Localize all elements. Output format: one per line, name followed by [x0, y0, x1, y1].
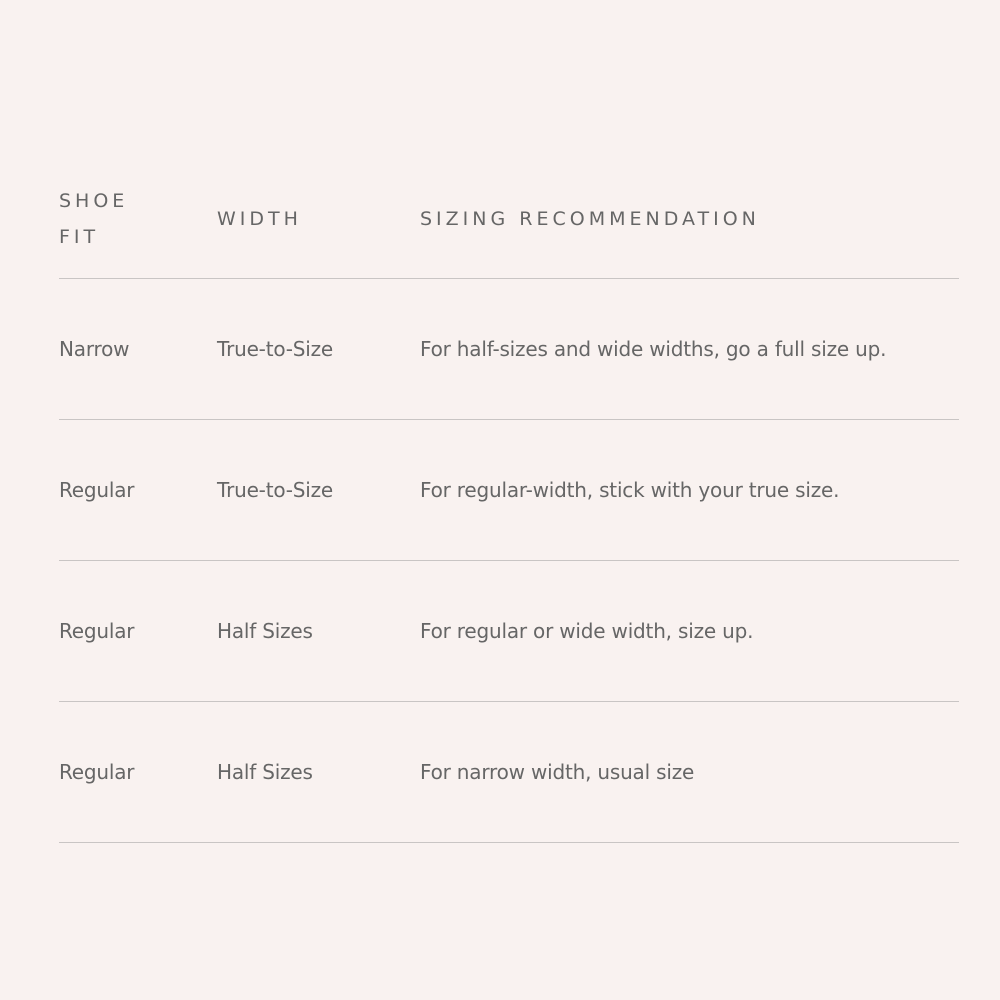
table-row — [59, 702, 959, 843]
header-sizing-recommendation: SIZING RECOMMENDATION — [420, 208, 760, 230]
table-row — [59, 561, 959, 702]
cell-shoe-fit: Regular — [59, 760, 135, 784]
table-header-row — [59, 160, 959, 279]
table-row — [59, 420, 959, 561]
cell-width: True-to-Size — [217, 478, 334, 502]
table-row — [59, 279, 959, 420]
cell-width: True-to-Size — [217, 337, 334, 361]
cell-shoe-fit: Narrow — [59, 337, 130, 361]
cell-width: Half Sizes — [217, 619, 313, 643]
header-shoe-fit: SHOE FIT — [59, 190, 129, 248]
header-width: WIDTH — [217, 208, 302, 230]
cell-recommendation: For half-sizes and wide widths, go a full size up. — [420, 337, 887, 361]
cell-recommendation: For narrow width, usual size — [420, 760, 695, 784]
cell-recommendation: For regular or wide width, size up. — [420, 619, 754, 643]
cell-shoe-fit: Regular — [59, 478, 135, 502]
cell-shoe-fit: Regular — [59, 619, 135, 643]
cell-recommendation: For regular-width, stick with your true size. — [420, 478, 840, 502]
cell-width: Half Sizes — [217, 760, 313, 784]
sizing-table — [59, 160, 959, 843]
